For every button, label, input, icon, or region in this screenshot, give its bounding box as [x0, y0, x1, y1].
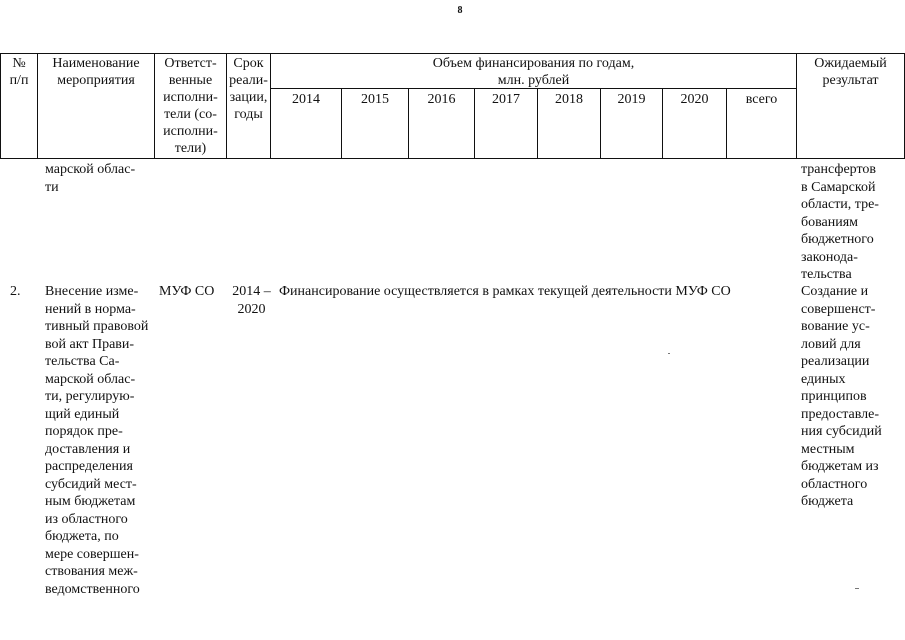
header-year-2015: 2015	[361, 92, 389, 107]
row-number: 2.	[10, 284, 21, 299]
row-measure-name: Внесение изме- нений в норма- тивный правовой вой акт Прави- тельства Са- марской облас- ти, регулирую- щий единый порядок пре- доставления и распределения субсидий мест- ным бюджетам из областного бюджета, по мере совершен- ствования меж- ведомственного	[45, 284, 149, 597]
header-year-2016: 2016	[427, 92, 456, 107]
header-term: Срок реали- зации, годы	[229, 56, 268, 122]
header-responsible: Ответст- венные исполни- тели (со- исполни- тели)	[163, 56, 218, 156]
row-funding-note: Финансирование осуществляется в рамках текущей деятельности МУФ СО	[279, 284, 731, 299]
header-result: Ожидаемый результат	[814, 56, 887, 88]
header-year-2018: 2018	[555, 92, 583, 107]
header-year-2019: 2019	[617, 92, 646, 107]
continuation-name: марской облас- ти	[45, 162, 136, 195]
row-expected-result: Создание и совершенст- вование ус- ловий для реализации единых принципов предоставле- ния субсидий местным бюджетам из областного бюджета	[801, 284, 882, 509]
header-year-2017: 2017	[492, 92, 520, 107]
header-year-2020: 2020	[680, 92, 709, 107]
header-total: всего	[745, 92, 778, 107]
row-term: 2014 – 2020	[232, 284, 271, 317]
header-year-2014: 2014	[292, 92, 320, 107]
scan-speck	[855, 588, 859, 589]
row-responsible: МУФ СО	[159, 284, 215, 299]
page-number: 8	[457, 5, 463, 16]
continuation-result: трансфертов в Самарской области, тре- бованиям бюджетного законода- тельства	[801, 162, 879, 282]
header-name: Наименование мероприятия	[52, 56, 140, 88]
scan-speck	[668, 353, 670, 354]
header-number: № п/п	[9, 56, 29, 88]
header-funding: Объем финансирования по годам, млн. рублей	[432, 56, 635, 88]
